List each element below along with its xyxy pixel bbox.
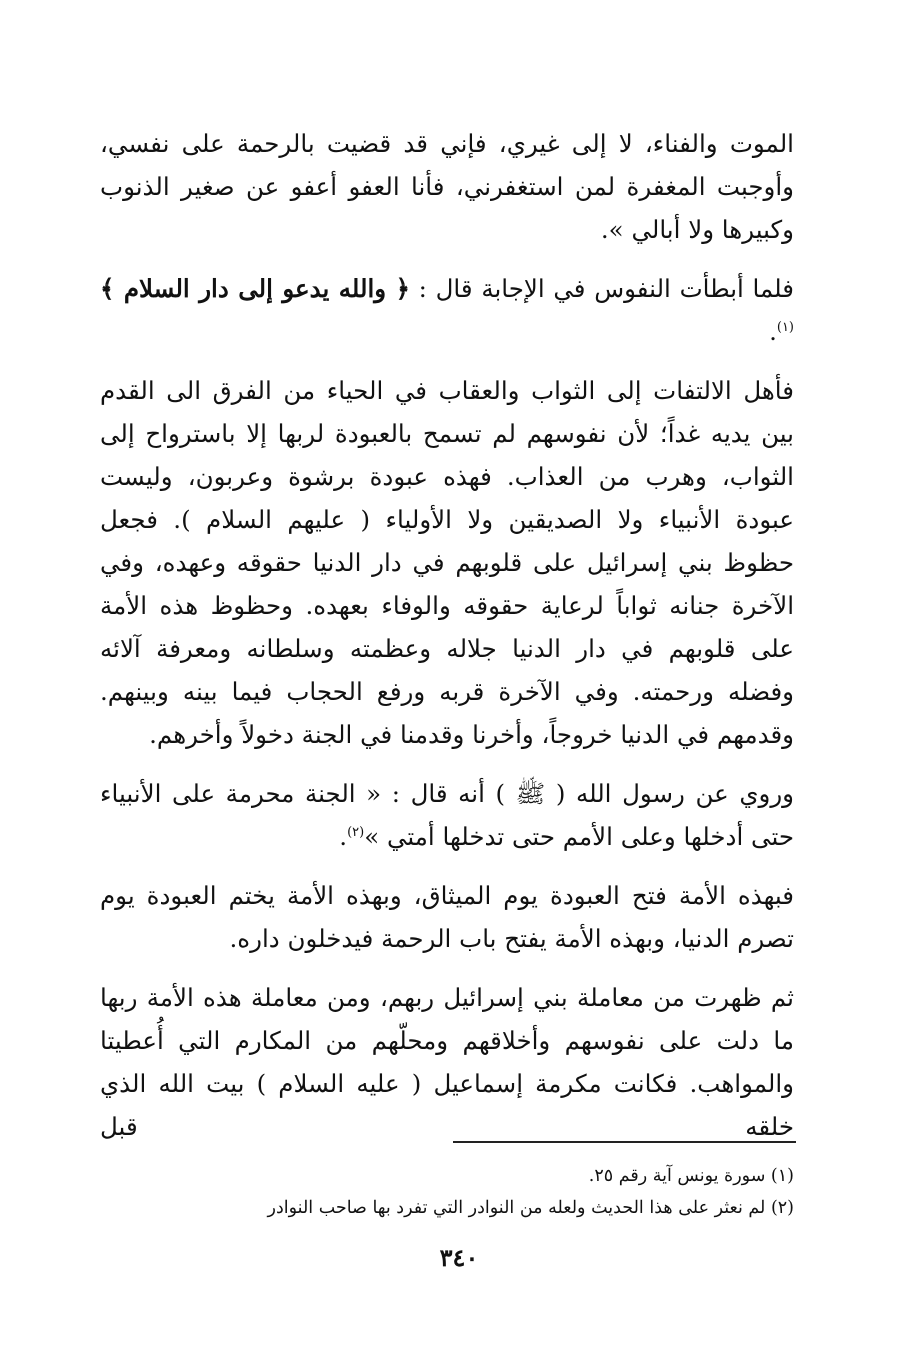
paragraph-2	[100, 267, 794, 353]
paragraph-4	[100, 772, 794, 858]
paragraph-1: الموت والفناء، لا إلى غيري، فإني قد قضيت بالرحمة على نفسي، وأوجبت المغفرة لمن استغفرني، فأنا العفو أعفو عن صغير الذنوب وكبيرها ولا أبالي ».	[100, 129, 794, 244]
paragraph-5: فبهذه الأمة فتح العبودة يوم الميثاق، وبهذه الأمة يختم العبودة يوم تصرم الدنيا، وبهذه الأمة يفتح باب الرحمة فيدخلون داره.	[100, 881, 794, 953]
footnote-separator	[453, 1141, 796, 1143]
page-number: ٣٤٠	[439, 1243, 479, 1272]
paragraph-2-end: .	[769, 317, 777, 346]
paragraph-6: ثم ظهرت من معاملة بني إسرائيل ربهم، ومن معاملة هذه الأمة ربها ما دلت على نفوسهم وأخلاقهم ومحلّهم من المكارم التي أُعطيتا والمواهب. فكانت مكرمة إسماعيل ( عليه السلام ) بيت الله الذي خلقه قبل	[100, 983, 794, 1141]
footnote-marker-1: (١)	[776, 319, 794, 335]
footnote-marker-2: (٢)	[347, 824, 365, 840]
footnote-2: (٢) لم نعثر على هذا الحديث ولعله من النوادر التي تفرد بها صاحب النوادر	[267, 1198, 794, 1218]
paragraph-4-end: .	[339, 822, 348, 851]
paragraph-3: فأهل الالتفات إلى الثواب والعقاب في الحياء من الفرق الى القدم بين يديه غداً؛ لأن نفوسهم لم تسمح بالعبودة لربها إلا باسترواح إلى الثواب، وهرب من العذاب. فهذه عبودة برشوة وعربون، وليست عبودة الأنبياء ولا الصديقين ولا الأولياء ( عليهم السلام ). فجعل حظوظ بني إسرائيل على قلوبهم في دار الدنيا حقوقه وعهده، وفي الآخرة جنانه ثواباً لرعاية حقوقه والوفاء بعهده. وحظوظ هذه الأمة على قلوبهم في دار الدنيا جلاله وعظمته وسلطانه ومعرفة آلائه وفضله ورحمته. وفي الآخرة قربه ورفع الحجاب فيما بينه وبينهم. وقدمهم في الدنيا خروجاً، وأخرنا وقدمنا في الجنة دخولاً وأخرهم.	[100, 376, 794, 749]
footnotes	[100, 1160, 794, 1224]
main-text	[100, 122, 794, 1164]
hadith-text: وروي عن رسول الله ( ﷺ ) أنه قال : « الجنة محرمة على الأنبياء حتى أدخلها وعلى الأمم حتى تدخلها أمتي »	[100, 779, 794, 851]
paragraph-2-intro: فلما أبطأت النفوس في الإجابة قال :	[409, 274, 794, 303]
footnote-1: (١) سورة يونس آية رقم ٢٥.	[588, 1166, 794, 1186]
quran-verse: ﴿ والله يدعو إلى دار السلام ﴾	[100, 274, 410, 303]
